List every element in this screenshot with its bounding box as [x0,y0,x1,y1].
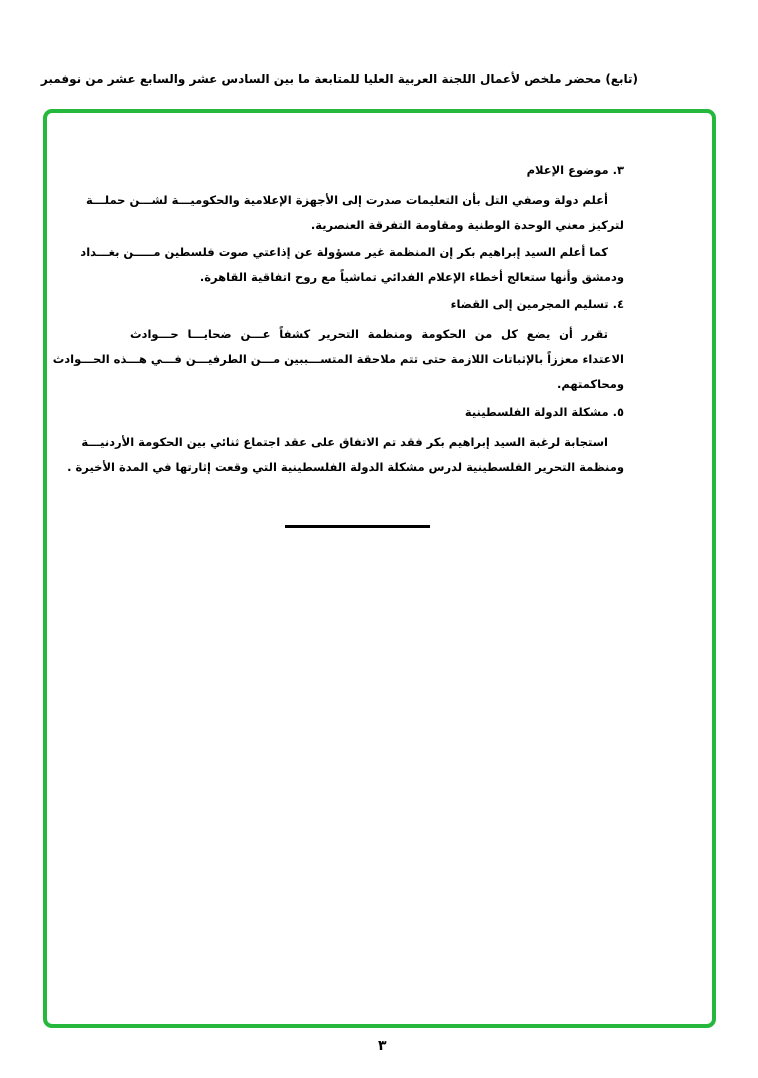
page-number: ٣ [378,1038,387,1054]
end-rule [285,525,430,528]
section-heading: ٣. موضوع الإعلام [526,163,624,177]
paragraph-line: الاعتداء معززاً بالإثباتات اللازمة حتى تتم ملاحقة المتســـببين مـــن الطرفيـــن فـــي هـــذه الحـــوادث [52,352,624,366]
paragraph-line: ودمشق وأنها ستعالج أخطاء الإعلام الفدائي تماشياً مع روح اتفاقية القاهرة. [199,270,624,284]
paragraph-line: تقرر أن يضع كل من الحكومة ومنظمة التحرير كشفاً عـــن ضحايـــا حـــوادث [130,327,608,341]
section-heading: ٤. تسليم المجرمين إلى القضاء [450,297,624,311]
paragraph-line: لتركيز معني الوحدة الوطنية ومقاومة التفرقة العنصرية. [310,218,624,232]
paragraph-line: ومحاكمتهم. [557,377,624,391]
paragraph-line: كما أعلم السيد إبراهيم بكر إن المنظمة غير مسؤولة عن إذاعتي صوت فلسطين مـــــن بغـــداد [80,245,608,259]
paragraph-line: استجابة لرغبة السيد إبراهيم بكر فقد تم الاتفاق على عقد اجتماع ثنائي بين الحكومة الأردنيـــة [81,435,608,449]
paragraph-line: أعلم دولة وصفي التل بأن التعليمات صدرت إلى الأجهزة الإعلامية والحكوميـــة لشـــن حملـــة [86,193,608,207]
page-header: (تابع) محضر ملخص لأعمال اللجنة العربية العليا للمتابعة ما بين السادس عشر والسابع عشر من نوفمبر [40,72,638,86]
section-heading: ٥. مشكلة الدولة الفلسطينية [464,405,624,419]
paragraph-line: ومنظمة التحرير الفلسطينية لدرس مشكلة الدولة الفلسطينية التي وقعت إثارتها في المدة الأخيرة . [67,460,624,474]
